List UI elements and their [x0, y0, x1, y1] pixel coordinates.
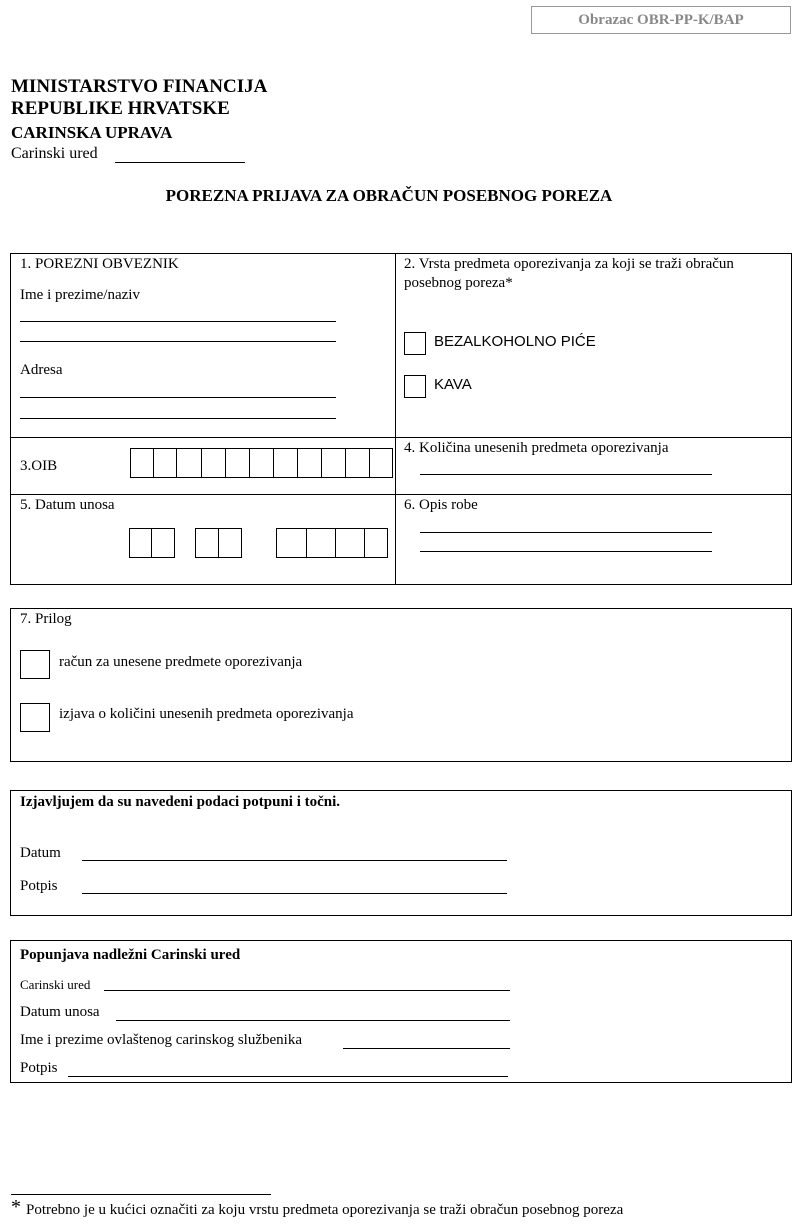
date-digit-box[interactable]	[130, 529, 152, 557]
declaration-date-label: Datum	[20, 845, 61, 861]
office-section-heading: Popunjava nadležni Carinski ured	[20, 947, 241, 963]
oib-digit-box[interactable]	[202, 449, 226, 477]
office-field[interactable]	[115, 162, 245, 163]
oib-digit-box[interactable]	[154, 449, 177, 477]
office-customs-field[interactable]	[104, 990, 510, 991]
date-digit-box[interactable]	[196, 529, 219, 557]
footnote-text: Potrebno je u kućici označiti za koju vrstu predmeta oporezivanja se traži obračun posebnog poreza	[26, 1202, 624, 1218]
declaration-text: Izjavljujem da su navedeni podaci potpuni i točni.	[20, 794, 341, 810]
office-officer-label: Ime i prezime ovlaštenog carinskog službenika	[20, 1032, 302, 1048]
checkbox-invoice[interactable]	[20, 650, 50, 679]
date-digit-box[interactable]	[277, 529, 307, 557]
date-digit-box[interactable]	[307, 529, 336, 557]
oib-digit-box[interactable]	[370, 449, 392, 477]
section1-heading: 1. POREZNI OBVEZNIK	[20, 256, 179, 272]
date-year-boxes[interactable]	[276, 528, 388, 558]
section2-heading-line1: 2. Vrsta predmeta oporezivanja za koji se traži obračun	[404, 256, 734, 272]
date-digit-box[interactable]	[152, 529, 174, 557]
name-label: Ime i prezime/naziv	[20, 287, 140, 303]
customs-authority: CARINSKA UPRAVA	[11, 123, 173, 142]
checkbox-quantity-statement[interactable]	[20, 703, 50, 732]
attachment-section	[10, 608, 792, 762]
oib-boxes[interactable]	[130, 448, 393, 478]
declaration-signature-label: Potpis	[20, 878, 58, 894]
quantity-statement-label: izjava o količini unesenih predmeta oporezivanja	[59, 706, 354, 722]
declaration-signature-field[interactable]	[82, 893, 507, 894]
oib-digit-box[interactable]	[346, 449, 370, 477]
divider	[395, 253, 396, 584]
name-field-line1[interactable]	[20, 321, 336, 322]
address-field-line1[interactable]	[20, 397, 336, 398]
address-label: Adresa	[20, 362, 63, 378]
oib-label: 3.OIB	[20, 458, 58, 474]
office-entry-date-field[interactable]	[116, 1020, 510, 1021]
checkbox-bezalkoholno[interactable]	[404, 332, 426, 355]
declaration-date-field[interactable]	[82, 860, 507, 861]
page-title: POREZNA PRIJAVA ZA OBRAČUN POSEBNOG POREZA	[165, 186, 613, 205]
office-signature-field[interactable]	[68, 1076, 508, 1077]
goods-description-label: 6. Opis robe	[404, 497, 478, 513]
oib-digit-box[interactable]	[226, 449, 250, 477]
form-code: Obrazac OBR-PP-K/BAP	[531, 6, 791, 34]
oib-digit-box[interactable]	[322, 449, 346, 477]
entry-date-label: 5. Datum unosa	[20, 497, 115, 513]
divider	[10, 437, 791, 438]
divider	[10, 494, 791, 495]
goods-description-field-line2[interactable]	[420, 551, 712, 552]
oib-digit-box[interactable]	[250, 449, 274, 477]
invoice-label: račun za unesene predmete oporezivanja	[59, 654, 303, 670]
ministry-line2: REPUBLIKE HRVATSKE	[11, 98, 230, 119]
ministry-line1: MINISTARSTVO FINANCIJA	[11, 76, 268, 97]
option-kava-label: KAVA	[434, 376, 472, 393]
office-label: Carinski ured	[11, 145, 98, 162]
office-officer-field[interactable]	[343, 1048, 510, 1049]
oib-digit-box[interactable]	[298, 449, 322, 477]
address-field-line2[interactable]	[20, 418, 336, 419]
office-entry-date-label: Datum unosa	[20, 1004, 100, 1020]
date-digit-box[interactable]	[219, 529, 241, 557]
attachment-heading: 7. Prilog	[20, 611, 72, 627]
option-bezalkoholno-label: BEZALKOHOLNO PIĆE	[434, 333, 596, 350]
footnote-separator	[11, 1194, 271, 1195]
date-month-boxes[interactable]	[195, 528, 242, 558]
footnote-marker: *	[11, 1196, 21, 1218]
date-day-boxes[interactable]	[129, 528, 175, 558]
section2-heading-line2: posebnog poreza*	[404, 275, 513, 291]
goods-description-field-line1[interactable]	[420, 532, 712, 533]
quantity-field[interactable]	[420, 474, 712, 475]
office-customs-label: Carinski ured	[20, 977, 91, 992]
name-field-line2[interactable]	[20, 341, 336, 342]
checkbox-kava[interactable]	[404, 375, 426, 398]
quantity-label: 4. Količina unesenih predmeta oporezivanja	[404, 440, 669, 456]
oib-digit-box[interactable]	[274, 449, 298, 477]
office-signature-label: Potpis	[20, 1060, 58, 1076]
date-digit-box[interactable]	[336, 529, 365, 557]
oib-digit-box[interactable]	[177, 449, 202, 477]
oib-digit-box[interactable]	[131, 449, 154, 477]
date-digit-box[interactable]	[365, 529, 387, 557]
